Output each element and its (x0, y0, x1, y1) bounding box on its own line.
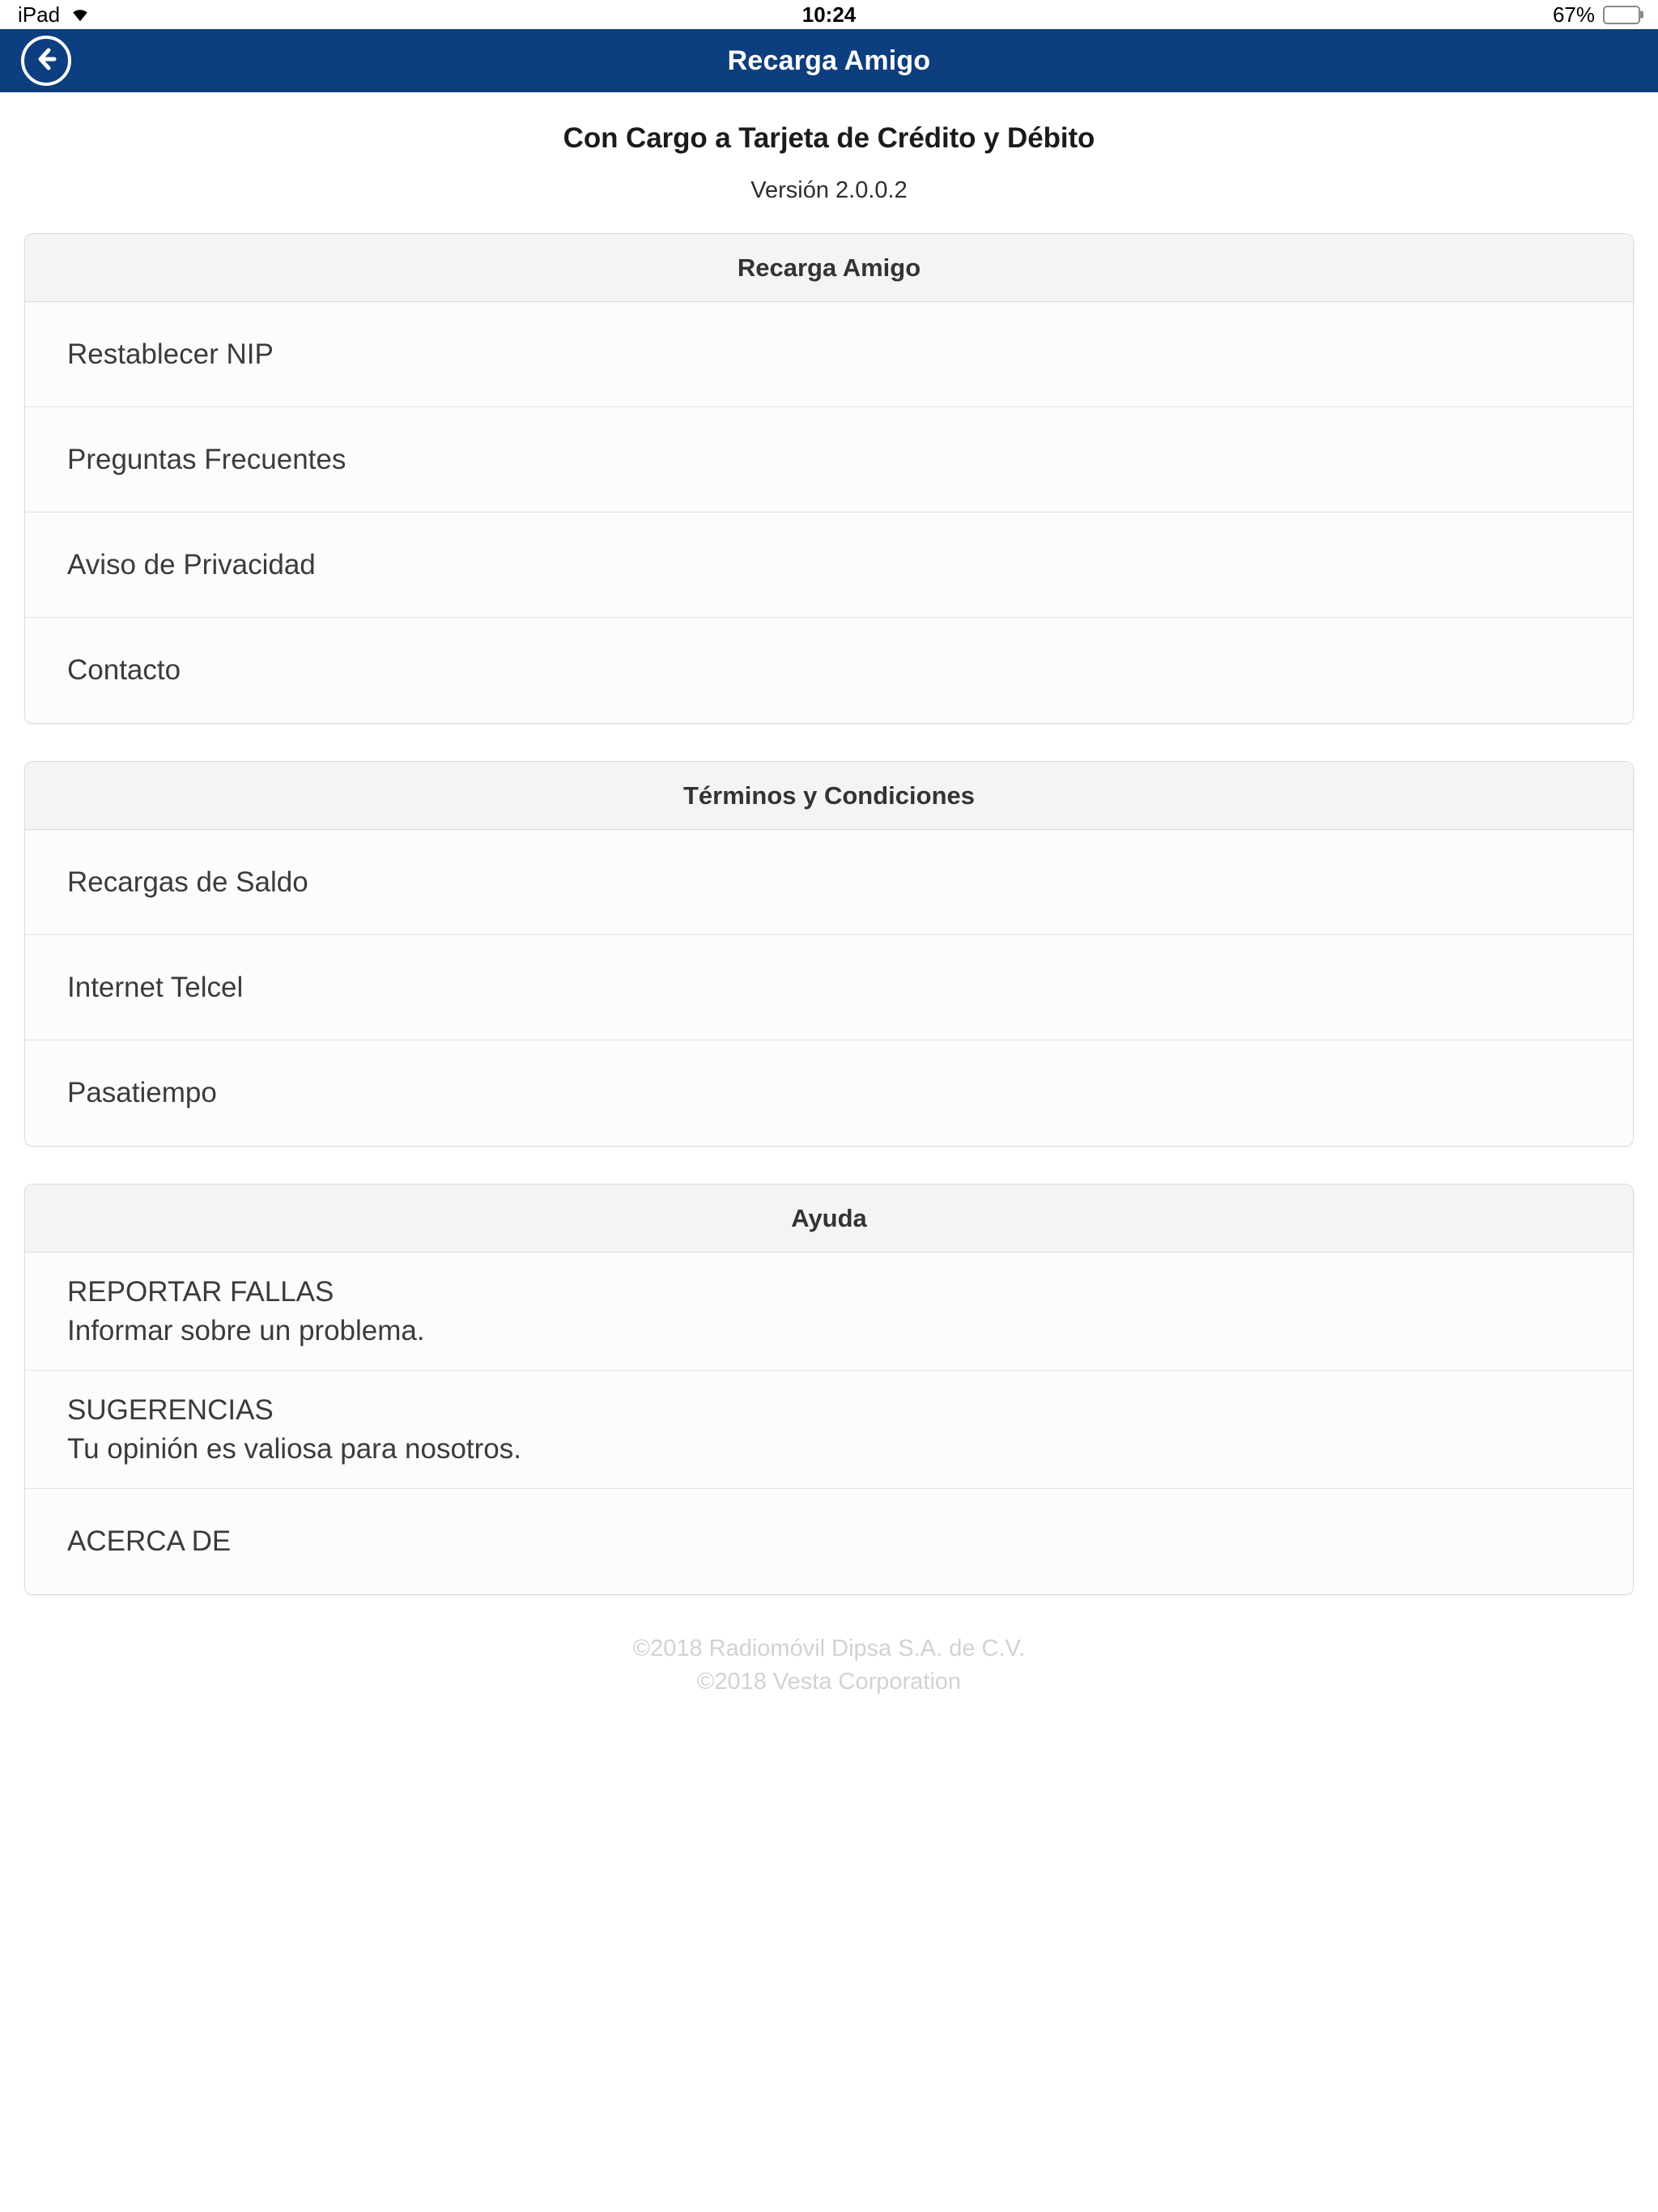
battery-percent-label: 67% (1552, 2, 1595, 27)
list-item[interactable] (25, 830, 1633, 935)
list-item[interactable] (25, 513, 1633, 618)
list-item[interactable] (25, 1253, 1633, 1371)
list-item-title: Restablecer NIP (67, 338, 274, 370)
list-item-title: Recargas de Saldo (67, 866, 308, 898)
settings-list (0, 233, 1658, 1699)
section-header: Recarga Amigo (25, 234, 1633, 302)
list-item-subtitle: Tu opinión es valiosa para nosotros. (67, 1433, 521, 1465)
back-button[interactable] (21, 36, 71, 86)
status-bar-clock: 10:24 (801, 2, 857, 27)
list-item-title: Preguntas Frecuentes (67, 443, 346, 475)
wifi-icon (70, 4, 91, 25)
arrow-left-circle-icon (32, 45, 60, 77)
section-header: Ayuda (25, 1185, 1633, 1253)
list-item[interactable] (25, 935, 1633, 1040)
page-header (0, 92, 1658, 204)
section-card-ayuda (24, 1184, 1634, 1595)
list-item[interactable] (25, 407, 1633, 513)
page-subtitle-heading: Con Cargo a Tarjeta de Crédito y Débito (563, 122, 1095, 154)
section-card-terminos-y-condiciones (24, 761, 1634, 1146)
list-item[interactable] (25, 1489, 1633, 1594)
list-item-title: Contacto (67, 654, 181, 687)
list-item-title: Aviso de Privacidad (67, 548, 316, 581)
list-item-title: Pasatiempo (67, 1077, 217, 1109)
copyright-line-1: ©2018 Radiomóvil Dipsa S.A. de C.V. (632, 1636, 1026, 1661)
navigation-bar (0, 29, 1658, 92)
battery-icon (1603, 6, 1640, 24)
list-item-title: Internet Telcel (67, 971, 244, 1003)
list-item[interactable] (25, 1371, 1633, 1489)
page-title: Recarga Amigo (727, 45, 931, 76)
list-item[interactable] (25, 302, 1633, 407)
list-item[interactable] (25, 618, 1633, 723)
device-label: iPad (18, 2, 61, 27)
list-item[interactable] (25, 1040, 1633, 1146)
section-card-recarga-amigo (24, 233, 1634, 724)
copyright-footer (24, 1632, 1634, 1699)
list-item-title: SUGERENCIAS (67, 1393, 274, 1426)
copyright-line-2: ©2018 Vesta Corporation (696, 1669, 962, 1695)
status-bar-left (18, 4, 91, 25)
list-item-subtitle: Informar sobre un problema. (67, 1315, 425, 1346)
status-bar-right (1553, 2, 1640, 28)
status-bar (0, 0, 1658, 29)
app-version-label: Versión 2.0.0.2 (750, 177, 908, 203)
section-header: Términos y Condiciones (25, 762, 1633, 830)
list-item-title: REPORTAR FALLAS (67, 1275, 334, 1308)
list-item-title: ACERCA DE (67, 1525, 232, 1558)
